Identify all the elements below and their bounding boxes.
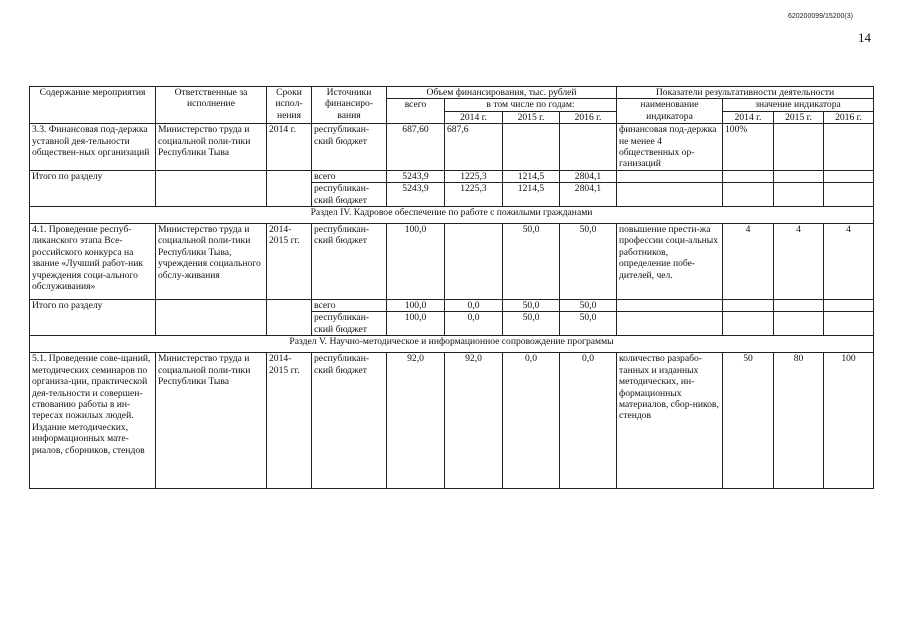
indicator-name: количество разрабо-танных и изданных методических, ин-формационных материалов, сбор-ников, стендов xyxy=(617,353,723,489)
header-row-1 xyxy=(30,87,874,99)
header-ind-2016: 2016 г. xyxy=(824,111,874,123)
measure-source: республикан-ский бюджет xyxy=(312,353,387,489)
itogo-source: республикан-ский бюджет xyxy=(312,312,387,336)
itogo-source: всего xyxy=(312,170,387,182)
itogo-2015: 50,0 xyxy=(503,300,560,312)
table-row xyxy=(30,224,874,300)
table-row xyxy=(30,300,874,312)
table-row xyxy=(30,170,874,182)
header-indicator-value: значение индикатора xyxy=(723,99,874,111)
table-row xyxy=(30,124,874,171)
section-title-row xyxy=(30,207,874,224)
header-ind-2015: 2015 г. xyxy=(774,111,824,123)
fin-2014: 687,6 xyxy=(445,124,503,171)
itogo-2016: 50,0 xyxy=(560,300,617,312)
empty-cell xyxy=(723,312,774,336)
empty-cell xyxy=(774,170,824,182)
measure-content: 3.3. Финансовая под-держка уставной дея-тельности обществен-ных организаций xyxy=(30,124,156,171)
itogo-source: республикан-ский бюджет xyxy=(312,183,387,207)
measure-content: 5.1. Проведение сове-щаний, методических семинаров по организа-ции, практической дея-тельности и совершен-ствованию работы в ин-тересах пожилых людей. Издание методических, информационных мате-риалов, сборников, стендов xyxy=(30,353,156,489)
empty-cell xyxy=(267,300,312,336)
document-id: 620200099/15200(3) xyxy=(787,13,853,20)
measure-terms: 2014-2015 гг. xyxy=(267,224,312,300)
empty-cell xyxy=(774,300,824,312)
empty-cell xyxy=(723,300,774,312)
empty-cell xyxy=(824,312,874,336)
indicator-2015 xyxy=(774,124,824,171)
header-sources: Источники финансиро-вания xyxy=(312,87,387,124)
itogo-total: 5243,9 xyxy=(387,183,445,207)
itogo-label: Итого по разделу xyxy=(30,170,156,206)
fin-total: 687,60 xyxy=(387,124,445,171)
empty-cell xyxy=(824,183,874,207)
measure-responsible: Министерство труда и социальной поли-тики Республики Тыва xyxy=(156,124,267,171)
itogo-2014: 1225,3 xyxy=(445,170,503,182)
header-indicator-name: наименование индикатора xyxy=(617,99,723,124)
indicator-2014: 4 xyxy=(723,224,774,300)
itogo-2014: 0,0 xyxy=(445,312,503,336)
itogo-source: всего xyxy=(312,300,387,312)
empty-cell xyxy=(156,300,267,336)
indicator-2015: 80 xyxy=(774,353,824,489)
itogo-total: 100,0 xyxy=(387,300,445,312)
itogo-2016: 2804,1 xyxy=(560,183,617,207)
header-fin-2016: 2016 г. xyxy=(560,111,617,123)
indicator-name: повышение прести-жа профессии соци-альных работников, определение побе-дителей, чел. xyxy=(617,224,723,300)
itogo-total: 100,0 xyxy=(387,312,445,336)
header-ind-2014: 2014 г. xyxy=(723,111,774,123)
header-terms: Сроки испол-нения xyxy=(267,87,312,124)
measure-responsible: Министерство труда и социальной поли-тики Республики Тыва xyxy=(156,353,267,489)
itogo-2016: 50,0 xyxy=(560,312,617,336)
header-fin-2015: 2015 г. xyxy=(503,111,560,123)
program-measures-table xyxy=(29,86,874,489)
measure-responsible: Министерство труда и социальной поли-тики Республики Тыва, учреждения социального обслу-живания xyxy=(156,224,267,300)
header-results: Показатели результативности деятельности xyxy=(617,87,874,99)
indicator-2014: 100% xyxy=(723,124,774,171)
indicator-2016: 100 xyxy=(824,353,874,489)
fin-2015 xyxy=(503,124,560,171)
itogo-2016: 2804,1 xyxy=(560,170,617,182)
empty-cell xyxy=(723,183,774,207)
measure-terms: 2014-2015 гг. xyxy=(267,353,312,489)
section-title-row xyxy=(30,336,874,353)
header-by-years: в том числе по годам: xyxy=(445,99,617,111)
header-content: Содержание мероприятия xyxy=(30,87,156,124)
indicator-name: финансовая под-держка не менее 4 общественных ор-ганизаций xyxy=(617,124,723,171)
empty-cell xyxy=(617,170,723,182)
fin-total: 92,0 xyxy=(387,353,445,489)
itogo-2015: 50,0 xyxy=(503,312,560,336)
header-total: всего xyxy=(387,99,445,124)
empty-cell xyxy=(723,170,774,182)
itogo-2014: 0,0 xyxy=(445,300,503,312)
section-title: Раздел IV. Кадровое обеспечение по работе с пожилыми гражданами xyxy=(30,207,874,224)
header-responsible: Ответственные за исполнение xyxy=(156,87,267,124)
indicator-2016: 4 xyxy=(824,224,874,300)
measure-source: республикан-ский бюджет xyxy=(312,124,387,171)
empty-cell xyxy=(267,170,312,206)
measure-content: 4.1. Проведение респуб-ликанского этапа Все-российского конкурса на звание «Лучший работ-ник учреждения соци-ального обслуживания» xyxy=(30,224,156,300)
empty-cell xyxy=(617,300,723,312)
fin-2015: 0,0 xyxy=(503,353,560,489)
empty-cell xyxy=(617,183,723,207)
itogo-label: Итого по разделу xyxy=(30,300,156,336)
fin-2014 xyxy=(445,224,503,300)
section-title: Раздел V. Научно-методическое и информационное сопровождение программы xyxy=(30,336,874,353)
measure-terms: 2014 г. xyxy=(267,124,312,171)
fin-total: 100,0 xyxy=(387,224,445,300)
empty-cell xyxy=(774,183,824,207)
itogo-total: 5243,9 xyxy=(387,170,445,182)
indicator-2016 xyxy=(824,124,874,171)
indicator-2014: 50 xyxy=(723,353,774,489)
empty-cell xyxy=(824,300,874,312)
fin-2016: 0,0 xyxy=(560,353,617,489)
fin-2015: 50,0 xyxy=(503,224,560,300)
empty-cell xyxy=(774,312,824,336)
measure-source: республикан-ский бюджет xyxy=(312,224,387,300)
empty-cell xyxy=(824,170,874,182)
empty-cell xyxy=(156,170,267,206)
fin-2016 xyxy=(560,124,617,171)
fin-2014: 92,0 xyxy=(445,353,503,489)
empty-cell xyxy=(617,312,723,336)
page-number: 14 xyxy=(858,30,871,45)
itogo-2014: 1225,3 xyxy=(445,183,503,207)
itogo-2015: 1214,5 xyxy=(503,183,560,207)
header-fin-2014: 2014 г. xyxy=(445,111,503,123)
itogo-2015: 1214,5 xyxy=(503,170,560,182)
indicator-2015: 4 xyxy=(774,224,824,300)
header-financing: Объем финансирования, тыс. рублей xyxy=(387,87,617,99)
fin-2016: 50,0 xyxy=(560,224,617,300)
table-row xyxy=(30,353,874,489)
